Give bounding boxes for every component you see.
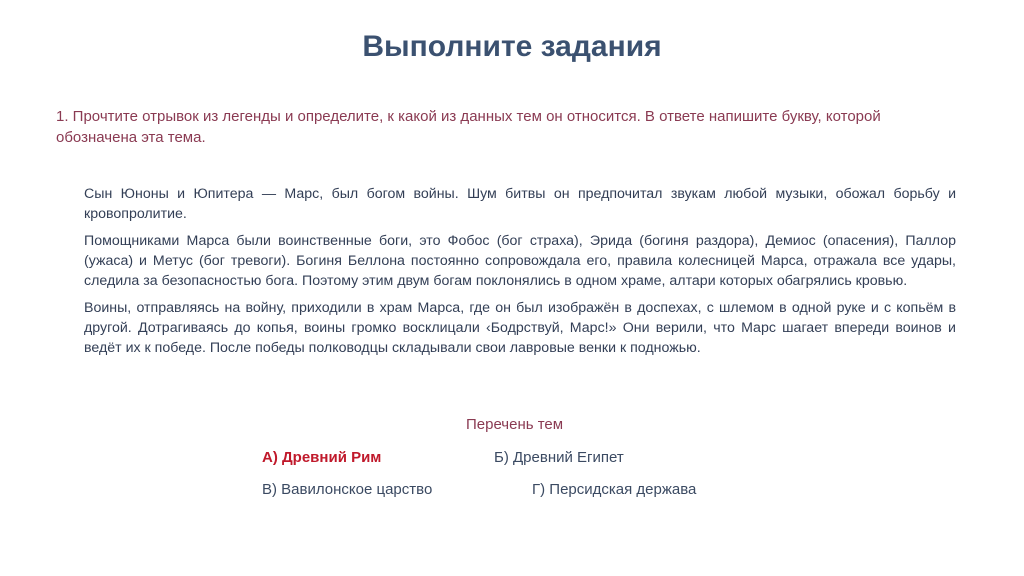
slide-title: Выполните задания	[362, 30, 662, 63]
topic-option-a: А) Древний Рим	[262, 449, 382, 466]
passage-paragraph: Воины, отправляясь на войну, приходили в храм Марса, где он был изображён в доспехах, с шлемом в одной руке и с копьём в другой. Дотрагиваясь до копья, воины громко восклицали ‹Бодрствуй, Марс!» Они верили, что Марс шагает впереди воинов и ведёт их к победе. После победы полководцы складывали свои лавровые венки к подножью.	[84, 300, 956, 356]
topic-option-b: Б) Древний Египет	[494, 449, 624, 466]
legend-passage	[84, 184, 956, 365]
passage-paragraph: Сын Юноны и Юпитера — Марс, был богом войны. Шум битвы он предпочитал звукам любой музыки, обожал борьбу и кровопролитие.	[84, 186, 956, 222]
topic-option-v: В) Вавилонское царство	[262, 481, 433, 498]
task-instruction: 1. Прочтите отрывок из легенды и определите, к какой из данных тем он относится. В ответе напишите букву, которой обозначена эта тема.	[56, 108, 881, 146]
passage-paragraph: Помощниками Марса были воинственные боги, это Фобос (бог страха), Эрида (богиня раздора), Демиос (опасения), Паллор (ужаса) и Метус (бог тревоги). Богиня Беллона постоянно сопровождала его, правила колесницей Марса, отражала все удары, следила за безопасностью бога. Поэтому этим двум богам поклонялись в одном храме, алтари которых обагрялись кровью.	[84, 233, 956, 289]
topics-heading: Перечень тем	[466, 416, 564, 433]
topic-option-g: Г) Персидская держава	[532, 481, 697, 498]
